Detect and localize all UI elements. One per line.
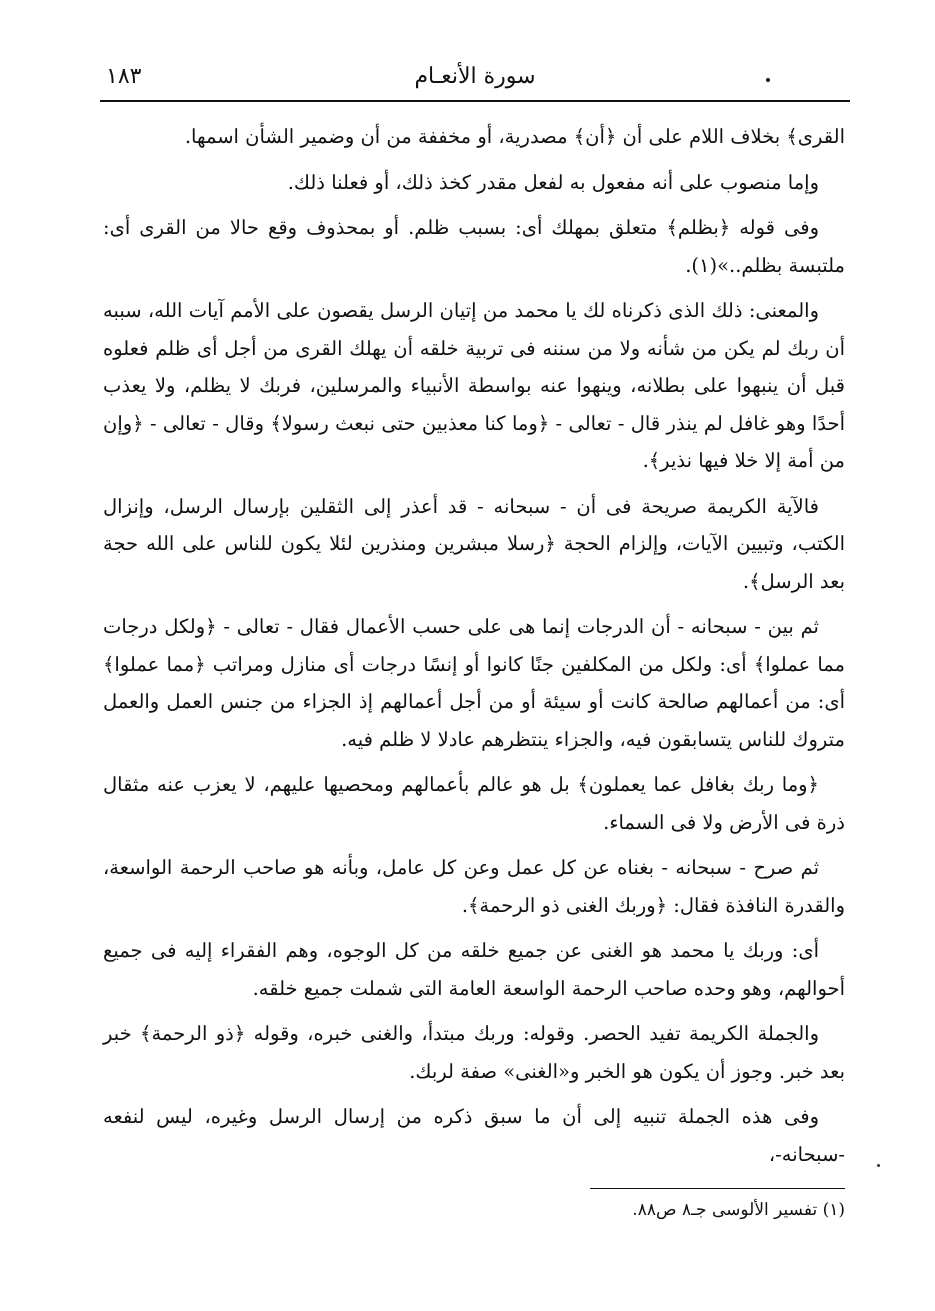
paragraph: ثم صرح - سبحانه - بغناه عن كل عمل وعن كل عامل، وبأنه هو صاحب الرحمة الواسعة، والقدرة النافذة فقال: ﴿وربك الغنى ذو الرحمة﴾. — [103, 856, 845, 917]
paragraph: وإما منصوب على أنه مفعول به لفعل مقدر كخذ ذلك، أو فعلنا ذلك. — [287, 170, 819, 194]
paragraph: وفى هذه الجملة تنبيه إلى أن ما سبق ذكره من إرسال الرسل وغيره، ليس لنفعه -سبحانه-، — [103, 1105, 845, 1166]
page-number: ١٨٣ — [106, 64, 142, 89]
running-title: سورة الأنعـام — [414, 64, 536, 89]
paragraph: أى: وربك يا محمد هو الغنى عن جميع خلقه من كل الوجوه، وهم الفقراء إليه فى جميع أحوالهم، وهو وحده صاحب الرحمة الواسعة العامة التى شملت جميع خلقه. — [103, 939, 845, 1000]
paragraph: ﴿وما ربك بغافل عما يعملون﴾ بل هو عالم بأعمالهم ومحصيها عليهم، لا يعزب عنه مثقال ذرة فى الأرض ولا فى السماء. — [103, 773, 845, 834]
print-speck — [877, 1164, 880, 1167]
header-dot — [766, 78, 770, 82]
page-header — [100, 58, 850, 98]
body-text — [103, 118, 845, 1181]
paragraph: فالآية الكريمة صريحة فى أن - سبحانه - قد أعذر إلى الثقلين بإرسال الرسل، وإنزال الكتب، وتبيين الآيات، وإلزام الحجة ﴿رسلا مبشرين ومنذرين لئلا يكون للناس على الله حجة بعد الرسل﴾. — [103, 494, 845, 593]
footnote: (١) تفسير الألوسى جـ٨ ص٨٨. — [632, 1200, 845, 1220]
paragraph: وفى قوله ﴿بظلم﴾ متعلق بمهلك أى: بسبب ظلم. أو بمحذوف وقع حالا من القرى أى: ملتبسة بظلم..»(١). — [103, 216, 845, 277]
paragraph: القرى﴾ بخلاف اللام على أن ﴿أن﴾ مصدرية، أو مخففة من أن وضمير الشأن اسمها. — [184, 125, 845, 148]
header-rule — [100, 100, 850, 102]
paragraph: والمعنى: ذلك الذى ذكرناه لك يا محمد من إتيان الرسل يقصون على الأمم آيات الله، سببه أن ربك لم يكن من شأنه ولا من سننه فى تربية خلقه أن يهلك القرى من أجل أى ظلم فعلوه قبل أن ينبهوا على بطلانه، وينهوا عنه بواسطة الأنبياء والمرسلين، فربك لا يظلم، ولا يعذب أحدًا وهو غافل لم ينذر قال - تعالى - ﴿وما كنا معذبين حتى نبعث رسولا﴾ وقال - تعالى - ﴿وإن من أمة إلا خلا فيها نذير﴾. — [103, 299, 845, 472]
paragraph: ثم بين - سبحانه - أن الدرجات إنما هى على حسب الأعمال فقال - تعالى - ﴿ولكل درجات مما عملوا﴾ أى: ولكل من المكلفين جنًا كانوا أو إنسًا درجات أى منازل ومراتب ﴿مما عملوا﴾ أى: من أعمالهم صالحة كانت أو سيئة أو من أجل أعمالهم إذ الجزاء من جنس العمل والعمل متروك للناس يتسابقون فيه، والجزاء ينتظرهم عادلا لا ظلم فيه. — [103, 615, 845, 751]
paragraph: والجملة الكريمة تفيد الحصر. وقوله: وربك مبتدأ، والغنى خبره، وقوله ﴿ذو الرحمة﴾ خبر بعد خبر. وجوز أن يكون هو الخبر و«الغنى» صفة لربك. — [103, 1022, 845, 1083]
footnote-rule — [590, 1188, 845, 1189]
